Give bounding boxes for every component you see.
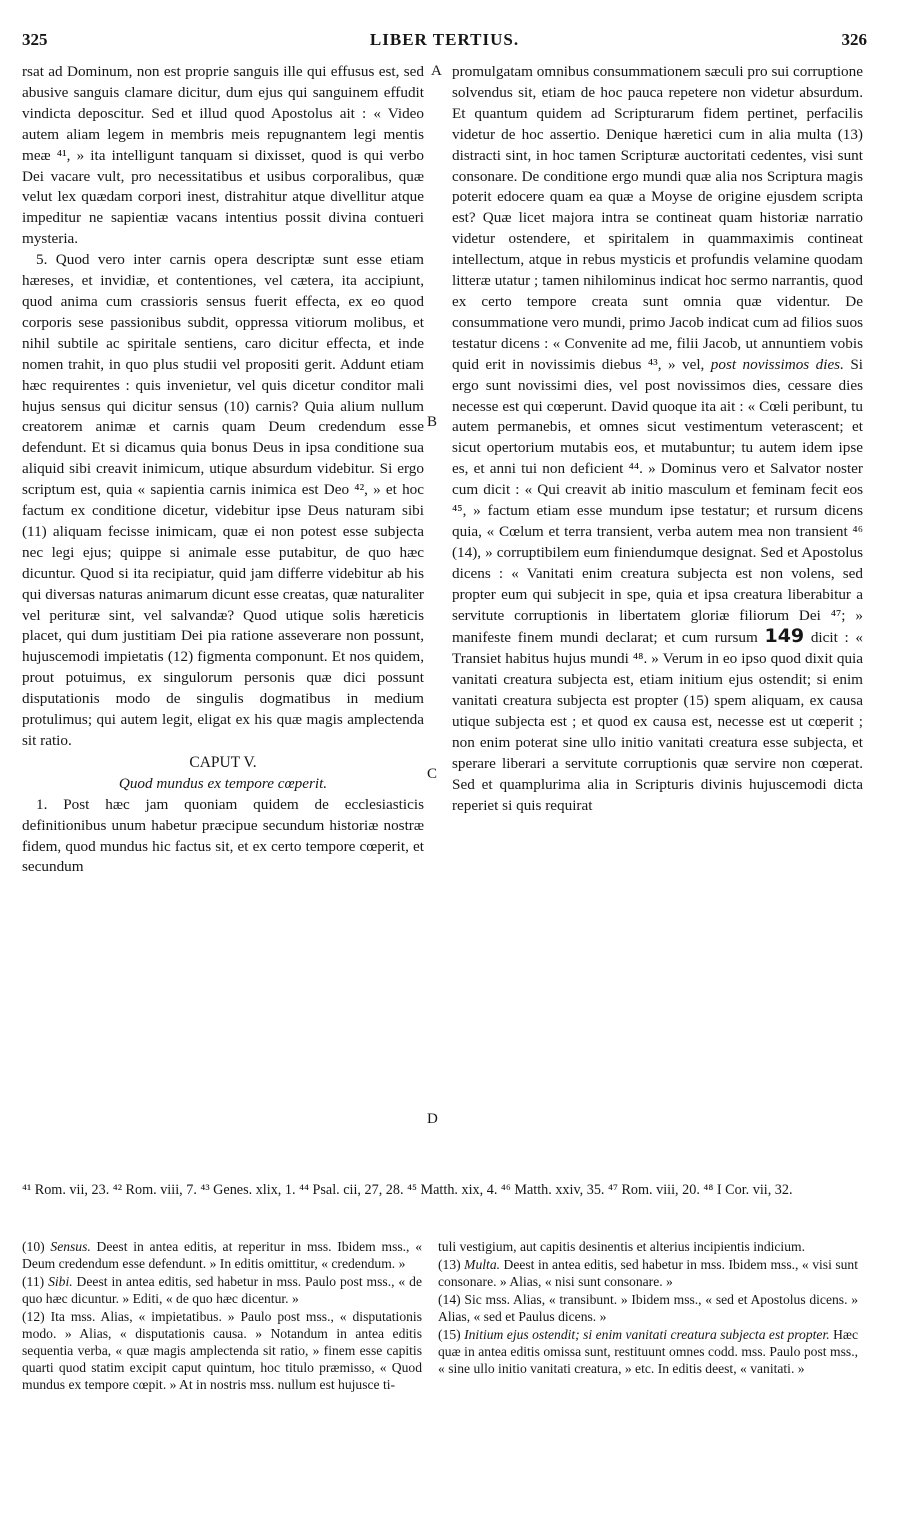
- note-number: (11): [22, 1274, 49, 1289]
- paragraph: 1. Post hæc jam quoniam quidem de ecclesiasticis definitionibus unum habetur præcipue secundum historiæ nostræ fidem, quod mundus hic factus sit, et ex certo tempore cœperit, et secundum: [22, 795, 424, 876]
- paragraph: rsat ad Dominum, non est proprie sanguis ille qui effusus est, sed abusive sanguis clamare dicitur, dum ejus qui sanguinem effudit vindicta deposcitur. Sed et illud quod Apostolus ait : « Video autem aliam legem in membris meis repugnantem legi mentis meæ ⁴¹, » ita intelligunt tanquam si dixisset, quod is qui verbo Dei vacare vult, pro necessitatibus et usibus corporalibus, quæ velut lex quædam corpori inest, distrahitur atque divellitur atque impeditur ne sapientiæ vacans intentius possit divina contueri mysteria.: [22, 63, 424, 248]
- note-lemma: Multa.: [464, 1257, 501, 1272]
- running-title: LIBER TERTIUS.: [369, 30, 520, 49]
- note-number: (10): [22, 1239, 51, 1254]
- scripture-references: ⁴¹ Rom. vii, 23. ⁴² Rom. viii, 7. ⁴³ Genes. xlix, 1. ⁴⁴ Psal. cii, 27, 28. ⁴⁵ Matth. xix, 4. ⁴⁶ Matth. xxiv, 35. ⁴⁷ Rom. viii, 20. ⁴⁸ I Cor. vii, 32.: [22, 1182, 793, 1198]
- notes-left: [22, 1238, 422, 1394]
- note: [438, 1238, 858, 1255]
- note-text: Deest in antea editis, sed habetur in mss. Paulo post mss., « de quo hæc dicuntur. » Editi, « de quo hæc dicentur. »: [22, 1274, 422, 1306]
- note: [22, 1308, 422, 1393]
- text-run: Si ergo sunt novissimi dies, vel post novissimos dies, cessare dies necesse est qui cœperunt. David quoque ita ait : « Cœli peribunt, tu autem permanebis, et omnes sicut vestimentum veterascent; et sicut opertorium mutabis eos, et mutabuntur; tu autem idem ipse es, et anni tui non deficient ⁴⁴. » Dominus vero et Salvator noster cum dicit : « Qui creavit ab initio masculum et feminam fecit eos ⁴⁵, » factum etiam esse mundum ipse testatur; et rursum dicens quia, « Cœlum et terra transient, verba autem mea non transient ⁴⁶ (14), » corruptibilem eum finiendumque designat. Sed et Apostolus dicens : « Vanitati enim creatura subjecta est non volens, sed propter eum qui subjecit in spe, quia et ipsa creatura liberabitur a servitute corruptionis in libertatem gloriæ filiorum Dei ⁴⁷; » manifeste finem mundi declarat; et cum rursum: [452, 355, 864, 647]
- note: [22, 1238, 422, 1272]
- chapter-subtitle: Quod mundus ex tempore cœperit.: [118, 774, 328, 792]
- note: [438, 1326, 858, 1377]
- note-lemma: Sensus.: [50, 1239, 91, 1254]
- note-text: Sic mss. Alias, « transibunt. » Ibidem mss., « sed et Apostolus dicens. » Alias, « sed et Paulus dicens. »: [438, 1292, 858, 1324]
- paragraph: [452, 62, 863, 817]
- chapter-heading: CAPUT V.: [189, 753, 257, 771]
- note-text: Deest in antea editis, sed habetur in mss. Ibidem mss., « visi sunt consonare. » Alias, « nisi sunt consonare. »: [438, 1257, 858, 1289]
- italic-text: post novissimos dies.: [710, 355, 844, 373]
- left-column: [22, 62, 424, 878]
- text-run: dicit : « Transiet habitus hujus mundi ⁴⁸. » Verum in eo ipso quod dixit quia vanitati creatura subjecta est, etiam initium ejus ostendit; si enim vanitati creatura subjecta est propter (15) spem aliquam, ex causa utique subjecta est ; et quod ex causa est, necesse est ut cœperit ; non enim poterat sine ullo initio vanitati creatura esse subjecta, et sperare liberari a servitute corruptionis quæ servire non cœperat. Sed et quamplurima alia in Scripturis divinis hujuscemodi dicta reperiet si quis requirat: [452, 629, 863, 814]
- page-marker: 149: [764, 625, 805, 648]
- page-number-right: 326: [841, 30, 867, 49]
- margin-letter-b: B: [427, 414, 438, 430]
- note-number: (14): [438, 1292, 465, 1307]
- note-number: (12): [22, 1309, 51, 1324]
- note-text: Deest in antea editis, at reperitur in mss. Ibidem mss., « Deum credendum esse defendunt. » In editis omittitur, « credendum. »: [22, 1239, 422, 1271]
- text-run: promulgatam omnibus consummationem sæculi pro sui corruptione solvendus sit, etiam de hoc pauca repetere non videtur absurdum. Et quantum quidem ad Scripturarum fidem pertinet, perfacilis videtur de hoc assertio. Denique hæretici cum in alia multa (13) distracti sint, in hoc tamen Scripturæ auctoritati cedentes, visi sunt consonare. De conditione ergo mundi quæ alia nos Scriptura magis poterit edocere quam ea quæ a Moyse de origine ejusdem scripta est? Quæ licet majora intra se contineat quam historiæ narratio videtur ostendere, et spiritalem in quammaximis contineat intellectum, atque in rebus mysticis et profundis velamine quodam litteræ utatur ; tamen nihilominus indicat hoc sermo narrantis, quod ex certo tempore creata sunt omnia quæ videntur. De consummatione vero mundi, primo Jacob indicat cum ad filios suos testatur dicens : « Convenite ad me, filii Jacob, ut annuntiem vobis quid erit in novissimis diebus ⁴³, » vel,: [452, 63, 863, 373]
- note-number: (15): [438, 1327, 465, 1342]
- note-number: (13): [438, 1257, 465, 1272]
- note: [438, 1291, 858, 1325]
- right-column: [452, 62, 863, 817]
- note-text: Hæc quæ in antea editis omissa sunt, restituunt omnes codd. mss. Paulo post mss., « sine ullo initio vanitati creatura, » etc. In editis deest, « vanitati. »: [438, 1327, 858, 1376]
- notes-right: [438, 1238, 858, 1378]
- note-lemma: Sibi.: [48, 1274, 73, 1289]
- page-number-left: 325: [22, 30, 48, 49]
- note-text: tuli vestigium, aut capitis desinentis et alterius incipientis indicium.: [438, 1239, 805, 1254]
- paragraph: 5. Quod vero inter carnis opera descriptæ sunt esse etiam hæreses, et invidiæ, et contentiones, vel cætera, ita accipiunt, quod anima cum crassioris sensus fuerit effecta, ex eo quod corporis sese passionibus subdit, oppressa vitiorum molibus, et nihil subtile ac spiritale sentiens, caro dicitur effecta, et inde nomen trahit, in quo plus studii vel propositi gerit. Addunt etiam hæc requirentes : quis invenietur, vel quis dicetur conditor mali hujus sensus qui dicitur sensus (10) carnis? Quia alium nullum creatorem animæ et carnis quam Deum credendum esse defendunt. Et si dicamus quia bonus Deus in ipsa conditione sua aliquid sibi creavit inimicum, utique absurdum videbitur. Si ergo scriptum est, quia « sapientia carnis inimica est Deo ⁴², » et hoc factum ex conditione dicetur, videbitur ipse Deus naturam sibi (11) aliquam fecisse inimicam, quæ ei non potest esse subjecta nec legi ejus; quippe si animale esse putabitur, de quo hæc dicuntur. Quod si ita recipiatur, quid jam differre videbitur ab his qui diversas naturas animarum dicunt esse creatas, quæ naturaliter vel perituræ sint, vel salvandæ? Quod utique solis hæreticis placet, qui dum justitiam Dei pia ratione asseverare non possunt, hujuscemodi impietatis (12) figmenta componunt. Et nos quidem, prout potuimus, ex singulorum personis quæ dici possunt disputationis modo de singulis dogmatibus in medium protulimus; qui autem legit, eligat ex his quæ magis amplectenda sit ratio.: [22, 251, 424, 749]
- margin-letter-a: A: [431, 63, 442, 79]
- note: [22, 1273, 422, 1307]
- margin-letter-c: C: [427, 766, 438, 782]
- note: [438, 1256, 858, 1290]
- page-header: [22, 30, 867, 56]
- note-lemma: Initium ejus ostendit; si enim vanitati creatura subjecta est propter.: [464, 1327, 830, 1342]
- note-text: Ita mss. Alias, « impietatibus. » Paulo post mss., « disputationis modo. » Alias, « disputationis causa. » Notandum in antea editis sequentia verba, « quæ magis amplectenda sit ratio, » finem esse capitis quarti quod statim excipit caput quintum, hoc titulo præmisso, « Quod mundus ex tempore cœpit. » At in nostris mss. nullum est hujusce ti-: [22, 1309, 422, 1392]
- margin-letter-d: D: [427, 1111, 438, 1127]
